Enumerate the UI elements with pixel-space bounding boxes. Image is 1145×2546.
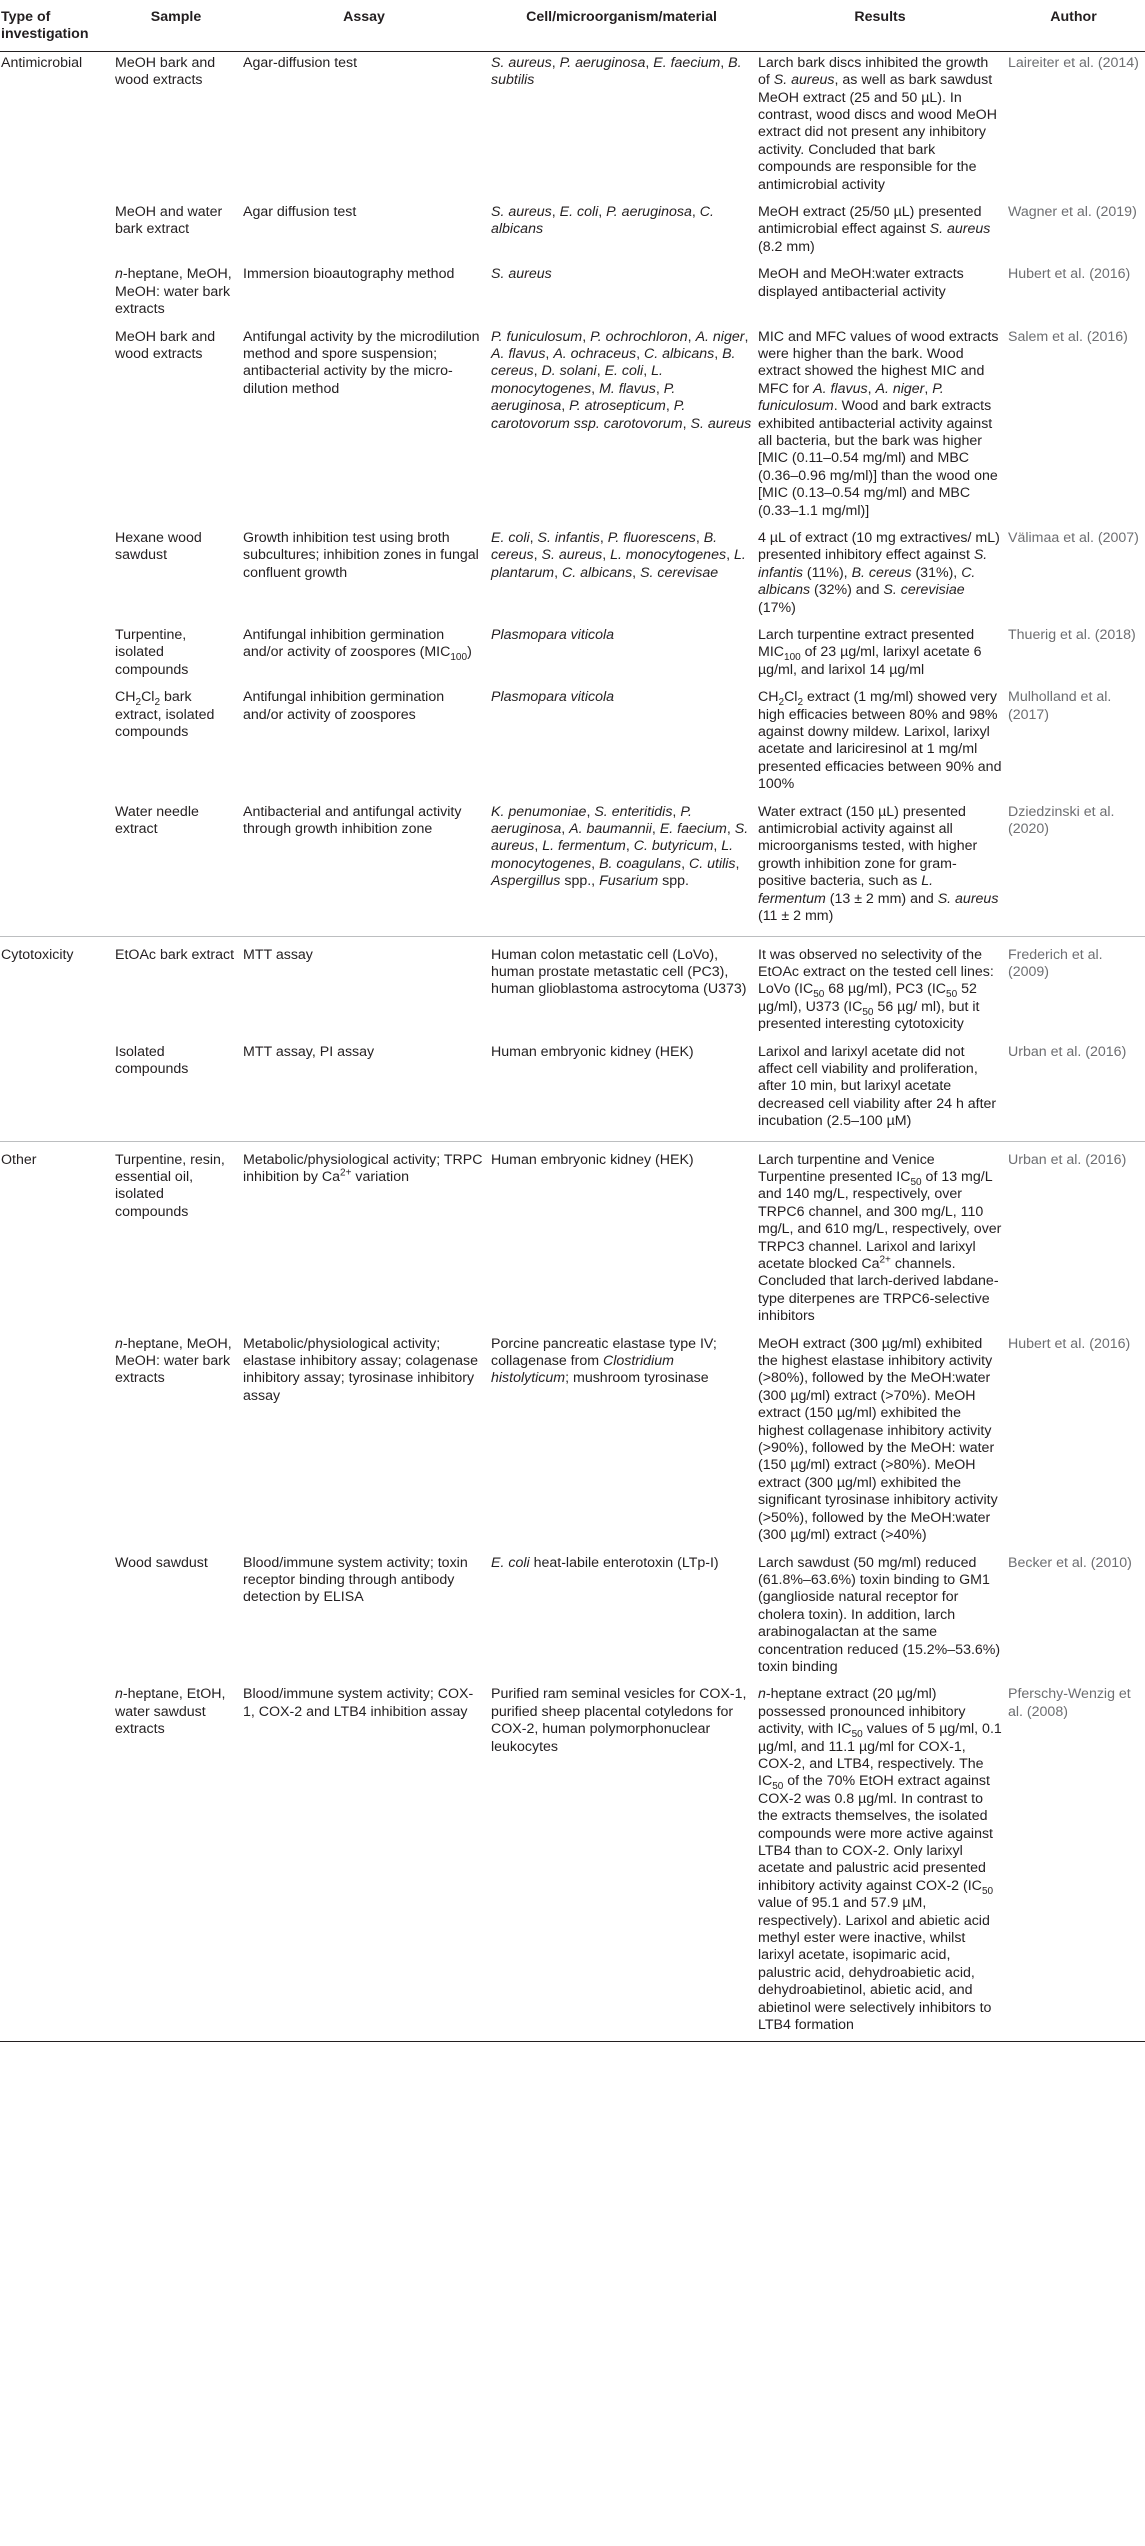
cell-organisms: Purified ram seminal vesicles for COX-1, purified sheep placental cotyledons for COX-2, human polymorphonuclear leukocytes — [491, 1683, 758, 2042]
cell-type — [0, 686, 115, 800]
cell-sample: EtOAc bark extract — [115, 946, 235, 963]
cell-assay: Blood/immune system activity; toxin receptor binding through antibody detection by ELISA — [243, 1554, 468, 1606]
cell-results: MeOH extract (25/50 µL) presented antimicrobial effect against S. aureus (8.2 mm) — [758, 204, 991, 255]
cell-assay: Antibacterial and antifungal activity through growth inhibition zone — [243, 801, 491, 936]
header-row — [0, 0, 1145, 51]
cell-results: MIC and MFC values of wood extracts were higher than the bark. Wood extract showed the highest MIC and MFC for A. flavus, A. niger, P. funiculosum. Wood and bark extracts exhibited antibacterial activity against all bacteria, but the bark was higher [MIC (0.11–0.54 mg/ml) and MBC (0.36–0.96 mg/ml)] than the wood one [MIC (0.13–0.54 mg/ml) and MBC (0.33–1.1 mg/ml)] — [758, 328, 999, 519]
cell-sample: n-heptane, MeOH, MeOH: water bark extracts — [115, 1335, 232, 1387]
cell-sample: MeOH and water bark extract — [115, 204, 223, 238]
cell-results: It was observed no selectivity of the EtOAc extract on the tested cell lines: LoVo ($IC_{50}$ 68 µg/ml), PC3 ($IC_{50}$ 52 µg/ml), U373 ($IC_{50}$ 56 µg/ ml), but it presented interesting cytotoxicity — [758, 946, 994, 1033]
table-row — [0, 263, 1145, 325]
cell-organisms: S. aureus, P. aeruginosa, E. faecium, B. subtilis — [491, 54, 742, 89]
cell-author: Salem et al. (2016) — [1008, 328, 1128, 345]
cell-organisms: E. coli heat-labile enterotoxin (LTp-I) — [491, 1554, 719, 1571]
cell-organisms: Human embryonic kidney (HEK) — [491, 1041, 758, 1142]
cell-type — [0, 801, 115, 936]
header-author: Author — [1008, 0, 1145, 51]
cell-type — [0, 326, 115, 527]
cell-author: Urban et al. (2016) — [1008, 1151, 1127, 1168]
cell-author: Thuerig et al. (2018) — [1008, 627, 1136, 643]
cell-type — [0, 201, 115, 263]
cell-type — [0, 527, 115, 624]
cell-sample: MeOH bark and wood extracts — [115, 328, 216, 362]
table-row — [0, 936, 1145, 1041]
cell-organisms: Plasmopara viticola — [491, 627, 615, 643]
cell-author: Wagner et al. (2019) — [1008, 204, 1137, 221]
table-body — [0, 51, 1145, 2042]
cell-results: $CH_2Cl_2$ extract (1 mg/ml) showed very high efficacies between 80% and 98% against downy mildew. Larixol, larixyl acetate and lariciresinol at 1 mg/ml presented efficacies between 90% and 100% — [758, 689, 1002, 793]
cell-author: Pferschy-Wenzig et al. (2008) — [1008, 1683, 1145, 2042]
cell-results: Larch bark discs inhibited the growth of S. aureus, as well as bark sawdust MeOH extract (25 and 50 µL). In contrast, wood discs and wood MeOH extract did not present any inhibitory activity. Concluded that bark compounds are responsible for the antimicrobial activity — [758, 54, 997, 193]
cell-organisms: S. aureus, E. coli, P. aeruginosa, C. albicans — [491, 204, 714, 238]
table-row — [0, 326, 1145, 527]
cell-assay: Antifungal inhibition germination and/or activity of zoospores — [243, 689, 445, 723]
cell-results: Larch turpentine extract presented $MIC_{100}$ of 23 µg/ml, larixyl acetate 6 µg/ml, and larixol 14 µg/ml — [758, 627, 982, 678]
cell-type — [0, 1683, 115, 2042]
cell-author: Becker et al. (2010) — [1008, 1554, 1132, 1571]
cell-sample: Turpentine, resin, essential oil, isolated compounds — [115, 1151, 225, 1220]
cell-author: Välimaa et al. (2007) — [1008, 529, 1139, 546]
cell-author: Dziedzinski et al. (2020) — [1008, 801, 1145, 936]
table-row — [0, 1552, 1145, 1684]
cell-organisms: Human colon metastatic cell (LoVo), human prostate metastatic cell (PC3), human glioblastoma astrocytoma (U373) — [491, 946, 747, 998]
cell-sample: Turpentine, isolated compounds — [115, 627, 189, 678]
cell-results: Water extract (150 µL) presented antimicrobial activity against all microorganisms tested, with higher growth inhibition zone for gram-positive bacteria, such as L. fermentum (13 ± 2 mm) and S. aureus (11 ± 2 mm) — [758, 801, 1008, 936]
cell-sample: Isolated compounds — [115, 1041, 243, 1142]
table-row — [0, 801, 1145, 936]
table-row — [0, 1683, 1145, 2042]
cell-assay: Immersion bioautography method — [243, 266, 455, 283]
cell-type: Cytotoxicity — [1, 946, 74, 963]
cell-organisms: P. funiculosum, P. ochrochloron, A. niger, A. flavus, A. ochraceus, C. albicans, B. cereus, D. solani, E. coli, L. monocytogenes, M. flavus, P. aeruginosa, P. atrosepticum, P. carotovorum ssp. carotovorum, S. aureus — [491, 328, 752, 432]
cell-sample: MeOH bark and wood extracts — [115, 54, 216, 89]
cell-type: Antimicrobial — [1, 54, 83, 71]
cell-results: Larixol and larixyl acetate did not affect cell viability and proliferation, after 10 min, but larixyl acetate decreased cell viability after 24 h after incubation (2.5–100 µM) — [758, 1041, 1008, 1142]
cell-type — [0, 624, 115, 686]
cell-type — [0, 1041, 115, 1142]
cell-results: Larch turpentine and Venice Turpentine presented $IC_{50}$ of 13 mg/L and 140 mg/L, respectively, over TRPC6 channel, and 300 mg/L, 110 mg/L, and 610 mg/L, respectively, over TRPC3 channel. Larixol and larixyl acetate blocked $Ca^{2+}$ channels. Concluded that larch-derived labdane-type diterpenes are TRPC6-selective inhibitors — [758, 1151, 1002, 1325]
cell-results: 4 µL of extract (10 mg extractives/ mL) presented inhibitory effect against S. infantis (11%), B. cereus (31%), C. albicans (32%) and S. cerevisiae (17%) — [758, 529, 1000, 616]
cell-organisms: Human embryonic kidney (HEK) — [491, 1151, 694, 1168]
cell-sample: Water needle extract — [115, 801, 243, 936]
cell-type — [0, 1552, 115, 1684]
cell-organisms: Plasmopara viticola — [491, 689, 615, 706]
table-row — [0, 1333, 1145, 1552]
cell-results: Larch sawdust (50 mg/ml) reduced (61.8%–63.6%) toxin binding to GM1 (ganglioside natural receptor for cholera toxin). In addition, larch arabinogalactan at the same concentration reduced (15.2%–53.6%) toxin binding — [758, 1554, 1001, 1675]
table-row — [0, 201, 1145, 263]
header-sample: Sample — [115, 0, 243, 51]
cell-sample: Hexane wood sawdust — [115, 529, 202, 564]
table-row — [0, 51, 1145, 201]
table-row — [0, 527, 1145, 624]
table-row — [0, 1041, 1145, 1142]
cell-sample: $CH_2Cl_2$ bark extract, isolated compounds — [115, 689, 215, 741]
cell-results: n-heptane extract (20 µg/ml) possessed pronounced inhibitory activity, with $IC_{50}$ values of 5 µg/ml, 0.1 µg/ml, and 11.1 µg/ml for COX-1, COX-2, and LTB4, respectively. The $IC_{50}$ of the 70% EtOH extract against COX-2 was 0.8 µg/ml. In contrast to the extracts themselves, the isolated compounds were more active against LTB4 than to COX-2. Only larixyl acetate and palustric acid presented inhibitory activity against COX-2 ($IC_{50}$ value of 95.1 and 57.9 µM, respectively). Larixol and abietic acid methyl ester were inactive, whilst larixyl acetate, isopimaric acid, palustric acid, dehydroabietic acid, dehydroabietinol, abietic acid, and abietinol were selectively inhibitors to LTB4 formation — [758, 1683, 1008, 2042]
cell-assay: Agar diffusion test — [243, 204, 357, 221]
cell-organisms: Porcine pancreatic elastase type IV; collagenase from Clostridium histolyticum; mushroom tyrosinase — [491, 1335, 717, 1387]
cell-sample: n-heptane, MeOH, MeOH: water bark extracts — [115, 266, 232, 318]
header-type: Type of investigation — [0, 0, 115, 51]
cell-type — [0, 263, 115, 325]
cell-organisms: S. aureus — [491, 266, 552, 283]
cell-results: MeOH and MeOH:water extracts displayed antibacterial activity — [758, 266, 964, 300]
cell-organisms: E. coli, S. infantis, P. fluorescens, B. cereus, S. aureus, L. monocytogenes, L. plantarum, C. albicans, S. cerevisae — [491, 529, 746, 581]
cell-author: Hubert et al. (2016) — [1008, 1335, 1131, 1352]
header-assay: Assay — [243, 0, 491, 51]
cell-assay: MTT assay, PI assay — [243, 1041, 491, 1142]
cell-type: Other — [1, 1151, 37, 1168]
cell-sample: Wood sawdust — [115, 1554, 208, 1571]
cell-assay: Antifungal inhibition germination and/or activity of zoospores $(MIC_{100})$ — [243, 627, 472, 664]
cell-results: MeOH extract (300 µg/ml) exhibited the highest elastase inhibitory activity (>80%), followed by the MeOH:water (300 µg/ml) extract (>70%). MeOH extract (150 µg/ml) exhibited the highest collagenase inhibitory activity (>90%), followed by the MeOH: water (150 µg/ml) extract (>80%). MeOH extract (300 µg/ml) exhibited the significant tyrosinase inhibitory activity (>50%), followed by the MeOH:water (300 µg/ml) extract (>40%) — [758, 1335, 998, 1544]
cell-author: Urban et al. (2016) — [1008, 1041, 1145, 1142]
cell-assay: Agar-diffusion test — [243, 54, 358, 71]
cell-assay: Metabolic/physiological activity; TRPC inhibition by $Ca^{2+}$ variation — [243, 1151, 483, 1185]
cell-author: Frederich et al. (2009) — [1008, 946, 1103, 980]
cell-assay: MTT assay — [243, 946, 313, 963]
cell-assay: Growth inhibition test using broth subcultures; inhibition zones in fungal confluent growth — [243, 529, 479, 581]
header-organisms: Cell/microorganism/material — [491, 0, 758, 51]
header-results: Results — [758, 0, 1008, 51]
cell-sample: n-heptane, EtOH, water sawdust extracts — [115, 1683, 243, 2042]
table-row — [0, 1141, 1145, 1333]
cell-author: Laireiter et al. (2014) — [1008, 54, 1139, 71]
table-row — [0, 686, 1145, 800]
cell-assay: Metabolic/physiological activity; elastase inhibitory assay; colagenase inhibitory assay; tyrosinase inhibitory assay — [243, 1335, 479, 1404]
cell-assay: Antifungal activity by the microdilution method and spore suspension; antibacterial activity by the micro-dilution method — [243, 328, 480, 397]
cell-author: Hubert et al. (2016) — [1008, 266, 1131, 283]
cell-organisms: K. penumoniae, S. enteritidis, P. aeruginosa, A. baumannii, E. faecium, S. aureus, L. fermentum, C. butyricum, L. monocytogenes, B. coagulans, C. utilis, Aspergillus spp., Fusarium spp. — [491, 801, 758, 936]
table-row — [0, 624, 1145, 686]
cell-author: Mulholland et al. (2017) — [1008, 689, 1112, 723]
cell-assay: Blood/immune system activity; COX-1, COX-2 and LTB4 inhibition assay — [243, 1683, 491, 2042]
cell-type — [0, 1333, 115, 1552]
